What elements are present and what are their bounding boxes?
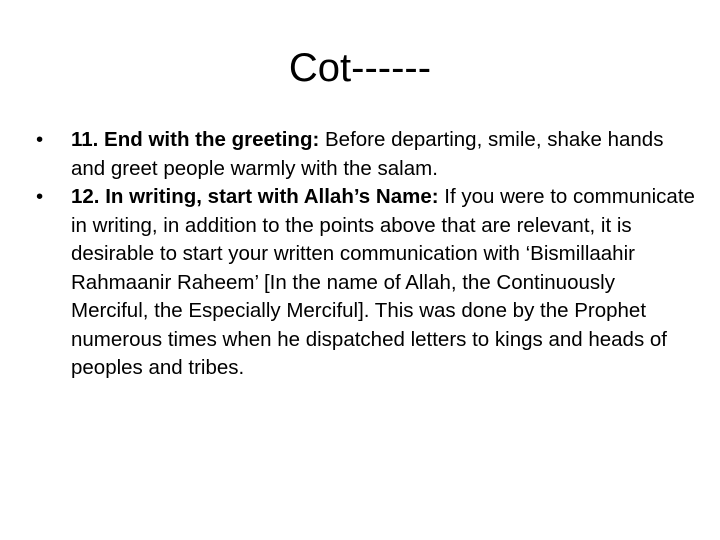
bullet-icon: •: [36, 128, 44, 151]
bullet-item-11: [36, 126, 696, 183]
bullet-list: [36, 126, 696, 383]
bullet-text: If you were to communicate in writing, in addition to the points above that are relevant, it is desirable to start your written communication with ‘Bismillaahir Rahmaanir Raheem’ [In the name of Allah, the Continuously Merciful, the Especially Merciful]. This was done by the Prophet numerous times when he dispatched letters to kings and heads of peoples and tribes.: [71, 185, 695, 379]
bullet-item-12: [36, 183, 696, 383]
bullet-lead: 12. In writing, start with Allah’s Name:: [71, 185, 439, 208]
bullet-text: Before departing, smile, shake hands and greet people warmly with the salam.: [71, 128, 664, 180]
bullet-lead: 11. End with the greeting:: [71, 128, 320, 151]
bullet-icon: •: [36, 185, 44, 208]
slide-title: Cot------: [288, 46, 432, 90]
